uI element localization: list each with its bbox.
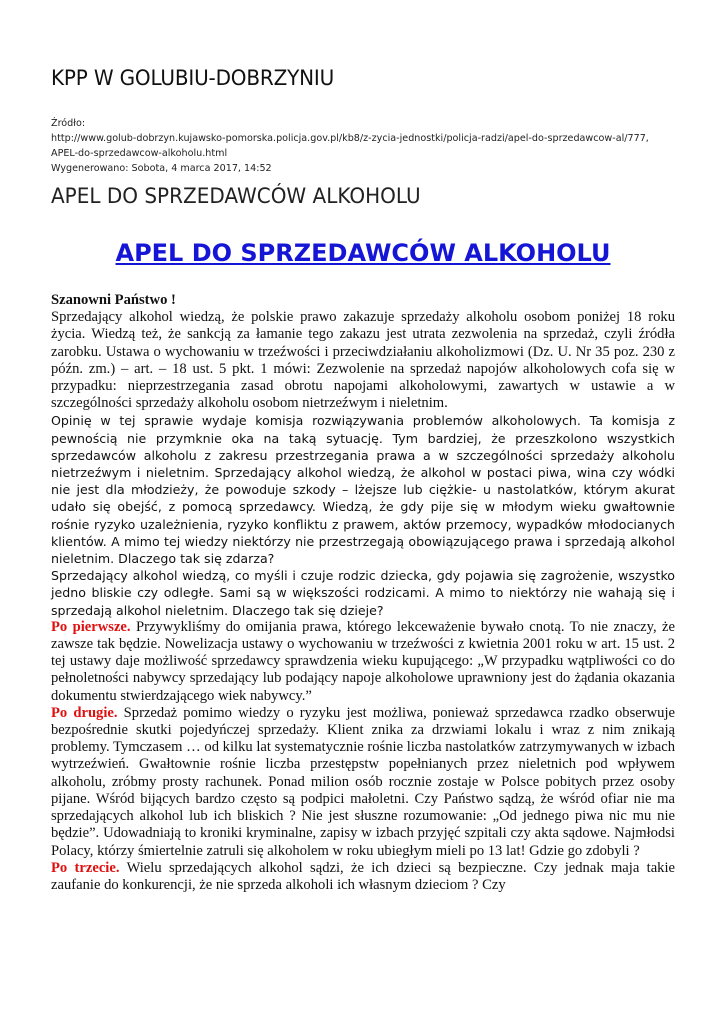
- paragraph-1: Sprzedający alkohol wiedzą, że polskie prawo zakazuje sprzedaży alkoholu osobom poniżej 18 roku życia. Wiedzą też, że sankcją za łamanie tego zakazu jest utrata zezwolenia na sprzedaż, czyli źródła zarobku. Ustawa o wychowaniu w trzeźwości i przeciwdziałaniu alkoholizmowi (Dz. U. Nr 35 poz. 230 z późn. zm.) – art. – 18 ust. 5 pkt. 1 mówi: Zezwolenie na sprzedaż napojów alkoholowych cofa się w przypadku: nieprzestrzegania zasad obrotu napojami alkoholowymi, zawartych w ustawie a w szczególności sprzedaży alkoholu osobom nietrzeźwym i nieletnim.: [51, 309, 675, 412]
- paragraph-4: [51, 619, 675, 705]
- paragraph-6-text: Wielu sprzedających alkohol sądzi, że ich dzieci są bezpieczne. Czy jednak maja takie zaufanie do konkurencji, że nie sprzeda alkoholi ich własnym dzieciom ? Czy: [51, 859, 675, 893]
- greeting: Szanowni Państwo !: [51, 292, 176, 308]
- source-url-line-2: APEL-do-sprzedawcow-alkoholu.html: [51, 148, 228, 159]
- paragraph-6: [51, 860, 675, 894]
- paragraph-4-lead: Po pierwsze.: [51, 618, 131, 635]
- paragraph-5: [51, 705, 675, 860]
- article-title-link[interactable]: APEL DO SPRZEDAWCÓW ALKOHOLU: [115, 239, 611, 267]
- site-title: KPP W GOLUBIU-DOBRZYNIU: [51, 66, 335, 91]
- generated-date: Wygenerowano: Sobota, 4 marca 2017, 14:52: [51, 163, 272, 174]
- article-body: [51, 292, 675, 894]
- section-title: APEL DO SPRZEDAWCÓW ALKOHOLU: [51, 184, 421, 209]
- paragraph-5-text: Sprzedaż pomimo wiedzy o ryzyku jest możliwa, ponieważ sprzedawca rzadko obserwuje bezpośrednie skutki pojedyńczej sprzedaży. Klient znika za drzwiami lokalu i wraz z nim znikają problemy. Tymczasem … od kilku lat systematycznie rośnie liczba nastolatków zatrzymywanych w izbach wytrzeźwień. Gwałtownie rośnie liczba przestępstw popełnianych przez nieletnich pod wpływem alkoholu, zróbmy prosty rachunek. Ponad milion osób rocznie zostaje w Polsce pobitych przez osoby pijane. Wśród bijących bardzo często są podpici małoletni. Czy Państwo sądzą, że wśród ofiar nie ma sprzedających alkohol lub ich bliskich ? Nie jest słuszne rozumowanie: „Od jednego piwa nic mu nie będzie”. Udowadniają to kroniki kryminalne, zapisy w izbach przyjęć szpitali czy akta sądowe. Najmłodsi Polacy, którzy śmiertelnie zatruli się alkoholem w roku ubiegłym mieli po 13 lat! Gdzie go zdobyli ?: [51, 704, 675, 859]
- source-label: Źródło:: [51, 118, 86, 129]
- paragraph-6-lead: Po trzecie.: [51, 859, 120, 876]
- paragraph-3: Sprzedający alkohol wiedzą, co myśli i czuje rodzic dziecka, gdy pojawia się zagrożenie, wszystko jedno bliskie czy odległe. Sami są w większości rodzicami. A mimo to niektórzy nie wahają się i sprzedają alkohol nieletnim. Dlaczego tak się dzieje?: [51, 568, 675, 618]
- paragraph-2: Opinię w tej sprawie wydaje komisja rozwiązywania problemów alkoholowych. Ta komisja z pewnością nie przymknie oka na taką sytuację. Tym bardziej, że przeszkolono wszystkich sprzedawców alkoholu z zakresu przestrzegania prawa a w szczególności sprzedaży alkoholu nietrzeźwym i nieletnim. Sprzedający alkohol wiedzą, że alkohol w postaci piwa, wina czy wódki nie jest dla młodzieży, że powoduje szkody – lżejsze lub ciężkie- u nastolatków, którym akurat udało się obejść, z pomocą sprzedawcy. Wiedzą, że gdy pije się w młodym wieku gwałtownie rośnie ryzyko uzależnienia, ryzyko konfliktu z prawem, aktów przemocy, wypadków młodocianych klientów. A mimo tej wiedzy niektórzy nie przestrzegają obowiązującego prawa i sprzedają alkohol nieletnim. Dlaczego tak się zdarza?: [51, 413, 675, 567]
- article-title: [51, 232, 675, 269]
- paragraph-5-lead: Po drugie.: [51, 704, 118, 721]
- paragraph-4-text: Przywykliśmy do omijania prawa, którego lekceważenie bywało cnotą. To nie znaczy, że zawsze tak będzie. Nowelizacja ustawy o wychowaniu w trzeźwości z kwietnia 2001 roku w art. 15 ust. 2 tej ustawy daje możliwość sprzedawcy sprawdzenia wieku kupującego: „W przypadku wątpliwości co do pełnoletności nabywcy sprzedający lub podający napoje alkoholowe uprawniony jest do żądania okazania dokumentu stwierdzającego wiek nabywcy.”: [51, 618, 676, 704]
- source-url-line-1: http://www.golub-dobrzyn.kujawsko-pomorska.policja.gov.pl/kb8/z-zycia-jednostki/policja-radzi/apel-do-sprzedawcow-al/777,: [51, 133, 649, 144]
- source-meta: [51, 116, 675, 176]
